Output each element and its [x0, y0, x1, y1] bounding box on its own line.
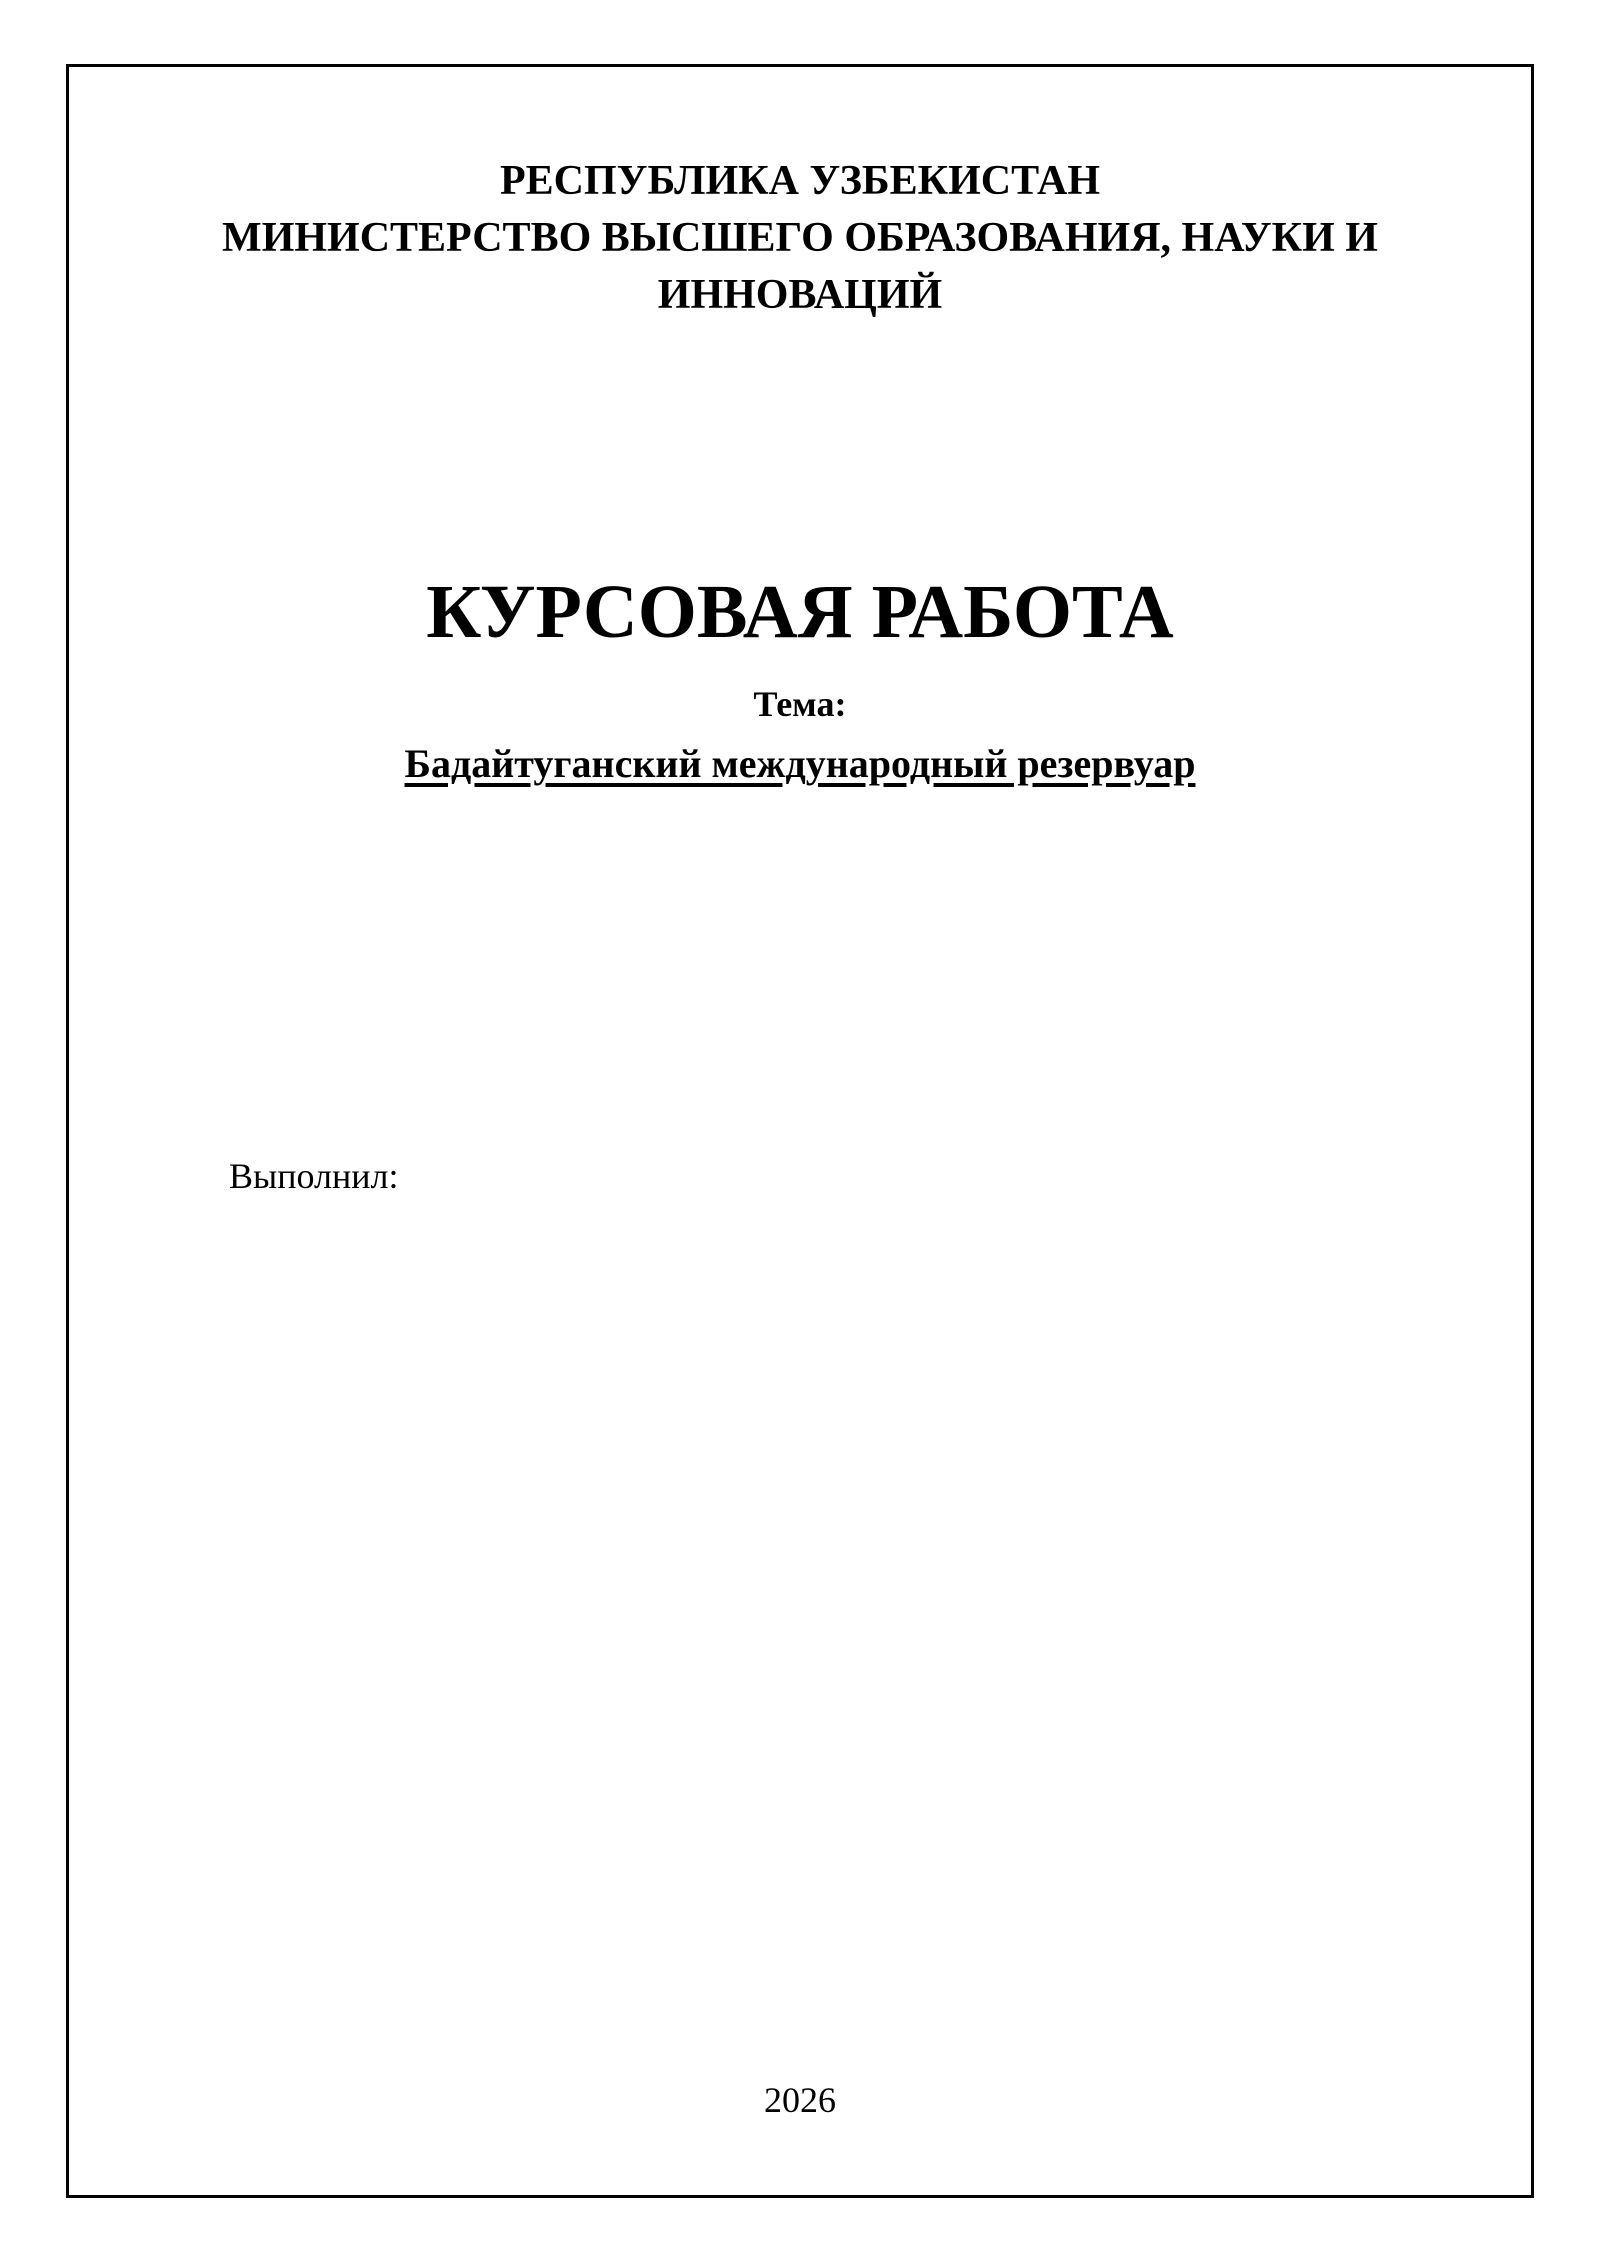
author-label: Выполнил: — [229, 1156, 399, 1196]
document-year: 2026 — [764, 2080, 836, 2120]
country-name: РЕСПУБЛИКА УЗБЕКИСТАН — [499, 158, 1101, 204]
institution-header — [69, 153, 1531, 324]
document-title: КУРСОВАЯ РАБОТА — [426, 570, 1174, 654]
page-border-frame — [66, 64, 1534, 2198]
topic-value: Бадайтуганский международный резервуар — [404, 741, 1196, 786]
topic-label: Тема: — [753, 684, 847, 724]
ministry-name-line-2: ИННОВАЦИЙ — [657, 272, 943, 318]
ministry-name-line-1: МИНИСТЕРСТВО ВЫСШЕГО ОБРАЗОВАНИЯ, НАУКИ И — [222, 215, 1378, 261]
